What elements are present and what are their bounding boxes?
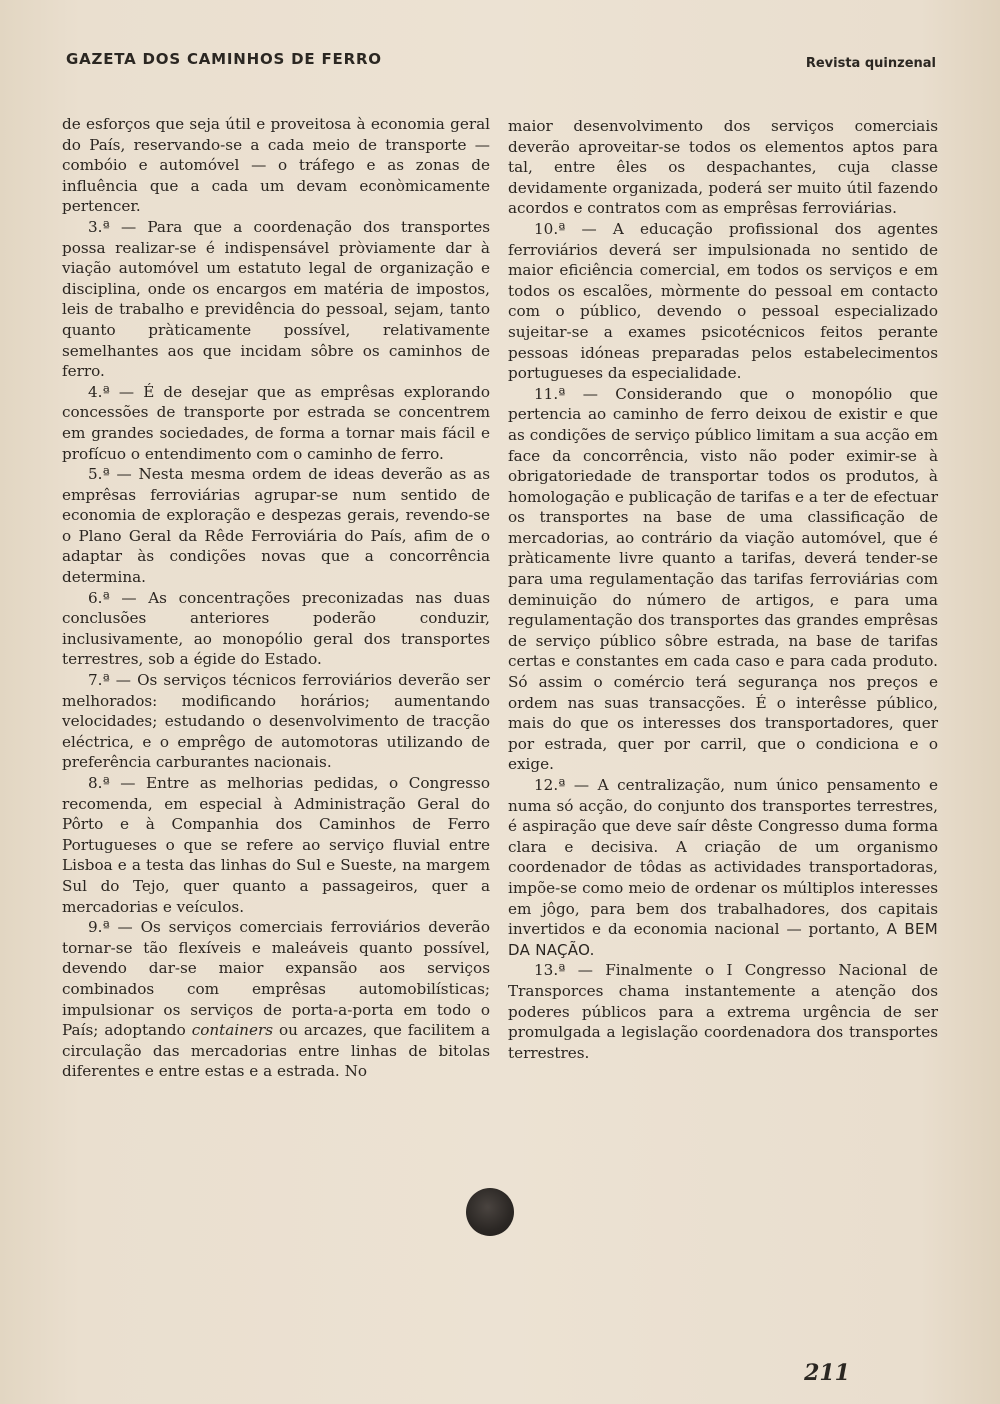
paragraph-conclusion-5: 5.ª — Nesta mesma ordem de ideas deverão as as emprêsas ferroviárias agrupar-se num sentido de economia de exploração e despezas gerais, revendo-se o Plano Geral da Rêde Ferroviária do País, afim de o adaptar às condições novas que a concorrência determina.: [62, 465, 490, 587]
italic-term-containers: containers: [191, 1021, 274, 1040]
emphasis-bem-da-nacao: A BEM DA NAÇÃO.: [508, 920, 938, 959]
paragraph-conclusion-8: 8.ª — Entre as melhorias pedidas, o Congresso recomenda, em especial à Administração Geral do Pôrto e à Companhia dos Caminhos de Ferro Portugueses o que se refere ao serviço fluvial entre Lisboa e a testa das linhas do Sul e Sueste, na margem Sul do Tejo, quer quanto a passageiros, quer a mercadorias e veículos.: [62, 774, 490, 916]
paragraph-conclusion-13: 13.ª — Finalmente o I Congresso Nacional de Transporces chama instantemente a atenção dos poderes públicos para a extrema urgência de ser promulgada a legislação coordenadora dos transportes terrestres.: [508, 961, 938, 1062]
paragraph-conclusion-3: 3.ª — Para que a coordenação dos transportes possa realizar-se é indispensável pròviamente dar à viação automóvel um estatuto legal de organização e disciplina, onde os encargos em matéria de impostos, leis de trabalho e previdência do pessoal, sejam, tanto quanto pràticamente possível, relativamente semelhantes aos que incidam sôbre os caminhos de ferro.: [62, 217, 490, 381]
paragraph-conclusion-9-text: 9.ª — Os serviços comerciais ferroviários deverão tornar-se tão flexíveis e maleáveis quanto possível, devendo dar-se maior expansão aos serviços combinados com emprêsas automobilísticas; impulsionar os serviços de porta-a-porta em todo o País; adoptando: [62, 918, 490, 1040]
paragraph-left-0: de esforços que seja útil e proveitosa à economia geral do País, reservando-se a cada meio de transporte — combóio e automóvel — o tráfego e as zonas de influência que a cada um devam econòmicamente pertencer.: [62, 115, 490, 216]
paragraph-conclusion-12-text: 12.ª — A centralização, num único pensamento e numa só acção, do conjunto dos transportes terrestres, é aspiração que deve saír dêste Congresso duma forma clara e decisiva. A criação de um organismo coordenador de tôdas as actividades transportadoras, impõe-se como meio de ordenar os múltiplos interesses em jôgo, para bem dos trabalhadores, dos capitais invertidos e da economia nacional — portanto,: [508, 776, 938, 939]
paragraph-conclusion-7: 7.ª — Os serviços técnicos ferroviários deverão ser melhorados: modificando horários; aumentando velocidades; estudando o desenvolvimento de tracção eléctrica, e o emprêgo de automotoras utilizando de preferência carburantes nacionais.: [62, 671, 490, 772]
right-column: [508, 116, 938, 1063]
paragraph-conclusion-11: 11.ª — Considerando que o monopólio que pertencia ao caminho de ferro deixou de existir e que as condições de serviço público limitam a sua acção em face da concorrência, visto não poder eximir-se à obrigatoriedade de transportar todos os produtos, à homologação e publicação de tarifas e a ter de efectuar os transportes na base de uma classificação de mercadorias, ao contrário da viação automóvel, que é pràticamente livre quanto a tarifas, deverá tender-se para uma regulamentação das tarifas ferroviárias com deminuição do número de artigos, e para uma regulamentação dos transportes das grandes emprêsas de serviço público sôbre estrada, na base de tarifas certas e constantes em cada caso e para cada produto. Só assim o comércio terá segurança nos preços e ordem nas suas transacções. É o interêsse público, mais do que os interesses dos transportadores, quer por estrada, quer por carril, que o condiciona e o exige.: [508, 384, 938, 774]
left-column: [62, 114, 490, 1082]
paragraph-conclusion-10: 10.ª — A educação profissional dos agentes ferroviários deverá ser impulsionada no sentido de maior eficiência comercial, em todos os serviços e em todos os escalões, mòrmente do pessoal em contacto com o público, devendo o pessoal especializado sujeitar-se a exames psicotécnicos feitos perante pessoas idóneas preparadas pelos estabelecimentos portugueses da especialidade.: [508, 219, 938, 383]
page-number: 211: [804, 1360, 850, 1386]
paragraph-conclusion-9-tail: ou arcazes, que facilitem a circulação das mercadorias entre linhas de bitolas diferentes e entre estas e a estrada. No: [62, 1021, 491, 1081]
journal-title: GAZETA DOS CAMINHOS DE FERRO: [66, 50, 382, 68]
paragraph-conclusion-4: 4.ª — É de desejar que as emprêsas explorando concessões de transporte por estrada se concentrem em grandes sociedades, de forma a tornar mais fácil e profícuo o entendimento com o caminho de ferro.: [62, 382, 490, 463]
paragraph-conclusion-6: 6.ª — As concentrações preconizadas nas duas conclusões anteriores poderão conduzir, inclusivamente, ao monopólio geral dos transportes terrestres, sob a égide do Estado.: [62, 588, 490, 669]
journal-subtitle: Revista quinzenal: [805, 56, 936, 71]
paragraph-conclusion-12: [508, 775, 938, 960]
paragraph-right-0: maior desenvolvimento dos serviços comerciais deverão aproveitar-se todos os elementos aptos para tal, entre êles os despachantes, cuja classe devidamente organizada, poderá ser muito útil fazendo acordos e contratos com as emprêsas ferroviárias.: [508, 117, 938, 218]
paragraph-conclusion-9: [62, 917, 490, 1082]
ornament-dot: [466, 1188, 514, 1236]
